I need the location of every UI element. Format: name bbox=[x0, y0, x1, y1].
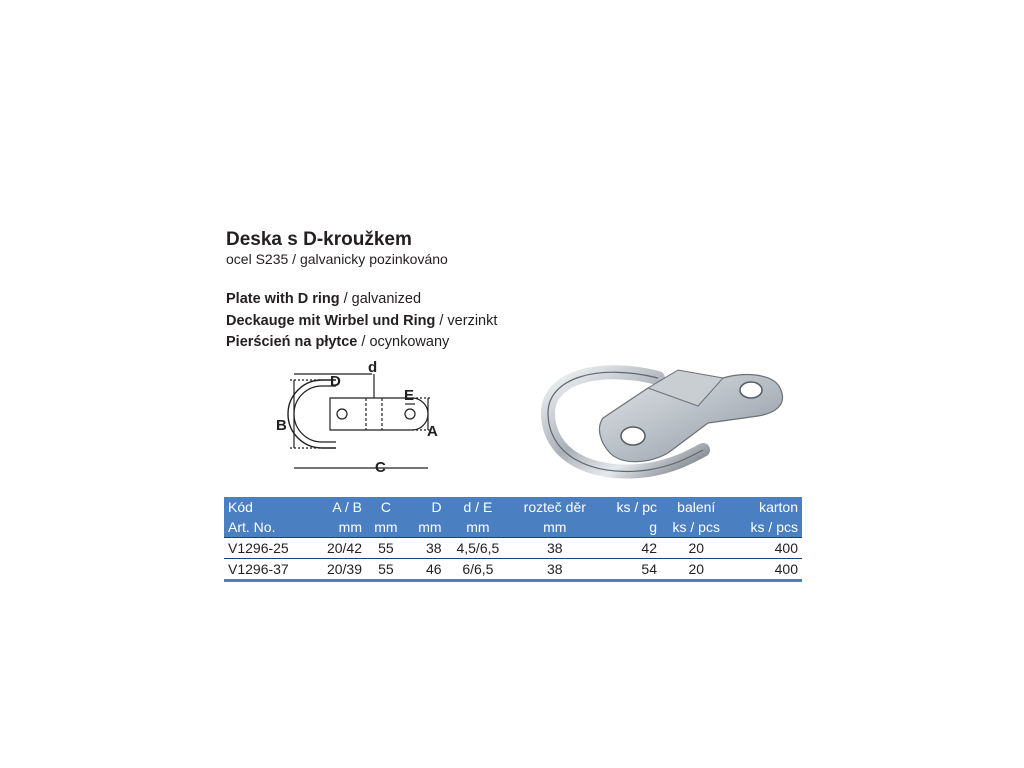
table-header-row bbox=[224, 497, 802, 517]
unit-ab: mm bbox=[311, 517, 366, 538]
unit-art-no: Art. No. bbox=[224, 517, 311, 538]
col-header-d: D bbox=[406, 497, 446, 517]
table-row: V1296-25 20/42 55 38 4,5/6,5 38 42 20 400 bbox=[224, 538, 802, 559]
description-en: Plate with D ring / galvanized bbox=[226, 291, 422, 307]
col-header-karton: karton bbox=[731, 497, 802, 517]
col-header-baleni: balení bbox=[661, 497, 731, 517]
unit-weight: g bbox=[599, 517, 661, 538]
col-header-c: C bbox=[366, 497, 406, 517]
unit-d: mm bbox=[406, 517, 446, 538]
label-D: D bbox=[330, 373, 341, 390]
description-pl: Pierścień na płytce / ocynkowany bbox=[226, 334, 450, 350]
product-title: Deska s D-kroužkem bbox=[226, 229, 412, 250]
label-A: A bbox=[427, 423, 438, 440]
dimension-diagram bbox=[272, 356, 452, 476]
spec-table bbox=[224, 497, 802, 582]
unit-de: mm bbox=[446, 517, 511, 538]
col-header-weight: ks / pc bbox=[599, 497, 661, 517]
label-E: E bbox=[404, 387, 415, 404]
label-B: B bbox=[276, 417, 287, 434]
table-units-row bbox=[224, 517, 802, 538]
unit-roztec: mm bbox=[510, 517, 599, 538]
unit-c: mm bbox=[366, 517, 406, 538]
label-C: C bbox=[375, 459, 386, 476]
col-header-roztec: rozteč děr bbox=[510, 497, 599, 517]
table-row: V1296-37 20/39 55 46 6/6,5 38 54 20 400 bbox=[224, 559, 802, 581]
product-photo bbox=[538, 358, 788, 488]
description-de: Deckauge mit Wirbel und Ring / verzinkt bbox=[226, 313, 498, 329]
col-header-ab: A / B bbox=[311, 497, 366, 517]
col-header-de: d / E bbox=[446, 497, 511, 517]
product-subtitle: ocel S235 / galvanicky pozinkováno bbox=[226, 251, 448, 267]
unit-karton: ks / pcs bbox=[731, 517, 802, 538]
label-d: d bbox=[368, 359, 378, 376]
unit-baleni: ks / pcs bbox=[661, 517, 731, 538]
col-header-kod: Kód bbox=[224, 497, 311, 517]
